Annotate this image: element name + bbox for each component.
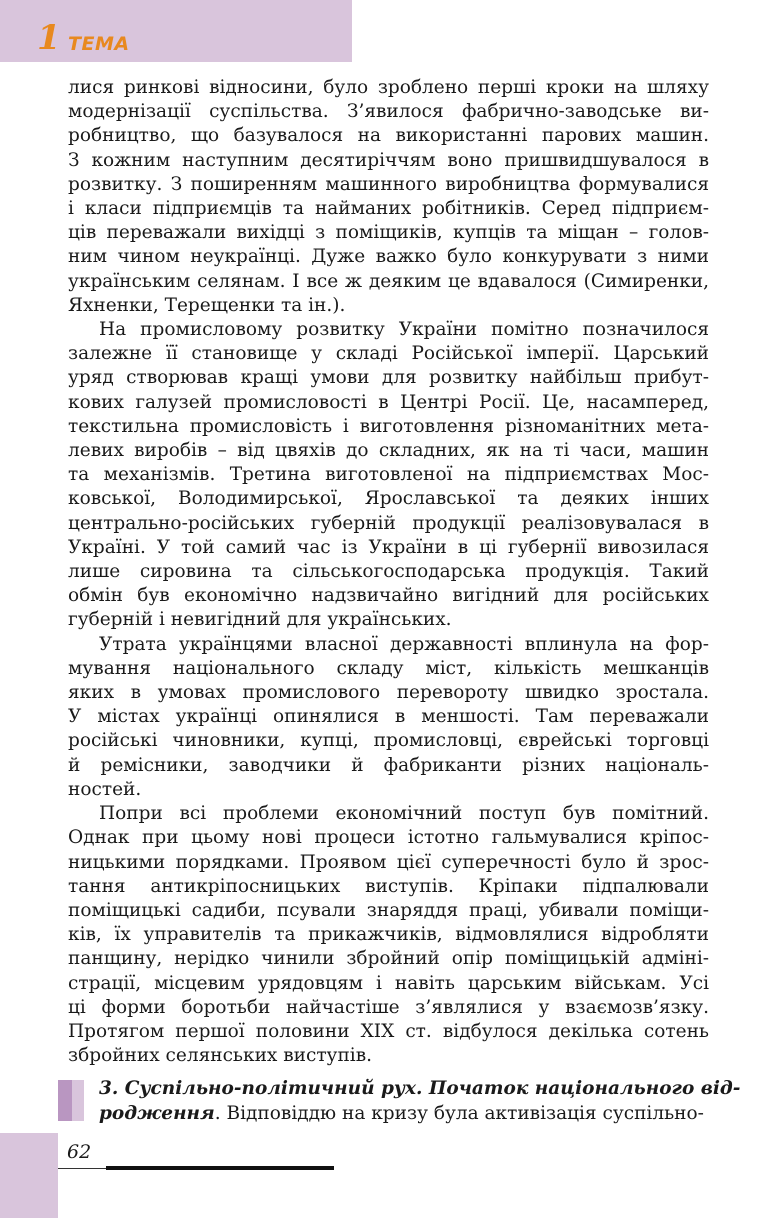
footer-rule-thick <box>106 1166 334 1170</box>
section-marker-bar <box>58 1080 72 1121</box>
chapter-label: ТЕМА <box>68 33 130 55</box>
text-line: залежне її становище у складі Російської імперії. Царський <box>68 343 709 365</box>
body-text <box>68 76 709 1068</box>
text-line: ним чином неукраїнці. Дуже важко було конкурувати з ними <box>68 246 709 268</box>
section-heading-text: . Відповіддю на кризу була активізація суспільно- <box>214 1103 704 1124</box>
text-line: модернізації суспільства. З’явилося фабрично-заводське ви- <box>68 101 709 123</box>
text-line: Україні. У той самий час із України в ці губернії вивозилася <box>68 536 709 558</box>
footer-rule-thin <box>58 1168 106 1169</box>
page-number: 62 <box>67 1141 92 1163</box>
text-line: На промисловому розвитку України помітно позначилося <box>99 319 709 341</box>
section-heading-line-1 <box>99 1076 741 1101</box>
text-line: ці форми боротьби найчастіше з’являлися у взаємозв’язку. <box>68 996 709 1018</box>
text-line: страції, місцевим урядовцям і навіть царським військам. Усі <box>68 972 709 994</box>
text-line: Протягом першої половини XIX ст. відбулося декілька сотень <box>68 1020 709 1042</box>
text-line: уряд створював кращі умови для розвитку найбільш прибут- <box>68 367 709 389</box>
section-heading-title: 3. Суспільно-політичний рух. Початок національного від- <box>99 1078 741 1099</box>
section-heading-title-cont: родження <box>99 1103 215 1124</box>
text-line: робництво, що базувалося на використанні парових машин. <box>68 125 709 147</box>
text-line: кових галузей промисловості в Центрі Росії. Це, насамперед, <box>68 391 709 413</box>
chapter-header <box>0 0 352 62</box>
text-line: збройних селянських виступів. <box>68 1045 372 1067</box>
text-line: та механізмів. Третина виготовленої на підприємствах Мос- <box>68 464 709 486</box>
text-line: ницькими порядками. Проявом цієї суперечності було й зрос- <box>68 851 709 873</box>
text-line: У містах українці опинялися в меншості. Там переважали <box>68 706 709 728</box>
text-line: губерній і невигідний для українських. <box>68 609 452 631</box>
text-line: й ремісники, заводчики й фабриканти різних національ- <box>68 754 709 776</box>
section-marker-bar-light <box>72 1080 84 1121</box>
text-line: панщину, нерідко чинили збройний опір поміщицькій адміні- <box>68 948 709 970</box>
chapter-number: 1 <box>37 18 61 58</box>
text-line: поміщицькі садиби, псували знаряддя праці, убивали поміщи- <box>68 899 709 921</box>
text-line: З кожним наступним десятиріччям воно пришвидшувалося в <box>68 149 709 171</box>
text-line: розвитку. З поширенням машинного виробництва формувалися <box>68 173 709 195</box>
text-line: ків, їх управителів та прикажчиків, відмовлялися відробляти <box>68 924 709 946</box>
text-line: українським селянам. І все ж деяким це вдавалося (Симиренки, <box>68 270 709 292</box>
text-line: обмін був економічно надзвичайно вигідний для російських <box>68 585 709 607</box>
text-line: лися ринкові відносини, було зроблено перші кроки на шляху <box>68 77 709 98</box>
text-line: Яхненки, Терещенки та ін.). <box>68 294 346 316</box>
text-line: Утрата українцями власної державності вплинула на фор- <box>99 633 709 655</box>
text-line: Однак при цьому нові процеси істотно гальмувалися кріпос- <box>68 827 709 849</box>
text-line: яких в умовах промислового перевороту швидко зростала. <box>68 682 709 704</box>
text-line: і класи підприємців та найманих робітників. Серед підприєм- <box>68 198 709 220</box>
footer-band <box>0 1133 58 1218</box>
text-line: текстильна промисловість і виготовлення різноманітних мета- <box>68 415 709 437</box>
text-line: ностей. <box>68 778 142 800</box>
text-line: ковської, Володимирської, Ярославської та деяких інших <box>68 488 709 510</box>
text-line: Попри всі проблеми економічний поступ був помітний. <box>99 803 709 825</box>
section-heading-line-2 <box>99 1101 709 1126</box>
text-line: ців переважали вихідці з поміщиків, купців та міщан – голов- <box>68 222 709 244</box>
text-line: тання антикріпосницьких виступів. Кріпаки підпалювали <box>68 875 709 897</box>
text-line: центрально-російських губерній продукції реалізовувалася в <box>68 512 709 534</box>
text-line: російські чиновники, купці, промисловці, єврейські торговці <box>68 730 709 752</box>
text-line: мування національного складу міст, кількість мешканців <box>68 657 709 679</box>
section-heading-block <box>99 1076 741 1126</box>
text-line: лише сировина та сільськогосподарська продукція. Такий <box>68 561 709 583</box>
text-line: левих виробів – від цвяхів до складних, як на ті часи, машин <box>68 440 709 462</box>
